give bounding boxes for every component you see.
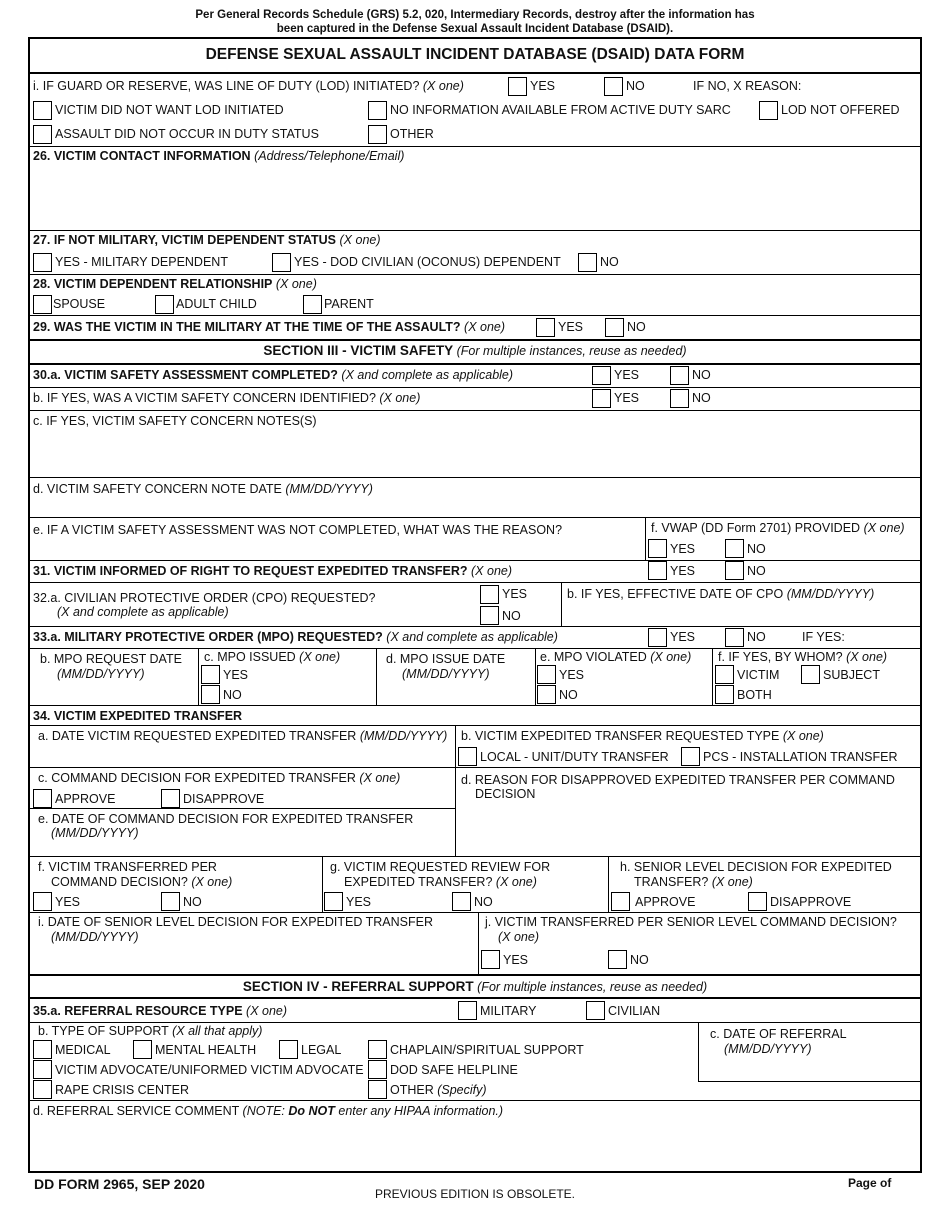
q34c-disapprove-checkbox[interactable] bbox=[161, 789, 180, 808]
obsolete-notice: PREVIOUS EDITION IS OBSOLETE. bbox=[374, 1187, 576, 1201]
q33f-both-checkbox[interactable] bbox=[715, 685, 734, 704]
q28-adult-child-label: ADULT CHILD bbox=[176, 297, 257, 311]
q35a-military-label: MILITARY bbox=[480, 1004, 537, 1018]
q30c-notes-field[interactable] bbox=[30, 429, 920, 477]
q28-adult-child-checkbox[interactable] bbox=[155, 295, 174, 314]
q35b-rape-crisis-checkbox[interactable] bbox=[33, 1080, 52, 1099]
q30b-no-label: NO bbox=[692, 391, 711, 405]
q34j-yes-checkbox[interactable] bbox=[481, 950, 500, 969]
q33a-label: 33.a. MILITARY PROTECTIVE ORDER (MPO) REQUESTED? (X and complete as applicable) bbox=[33, 630, 558, 644]
q34f-label-line1: f. VICTIM TRANSFERRED PER bbox=[38, 860, 217, 874]
q32a-label: 32.a. CIVILIAN PROTECTIVE ORDER (CPO) REQUESTED? bbox=[33, 591, 376, 605]
lod-not-offered-label: LOD NOT OFFERED bbox=[781, 103, 900, 117]
q34c-approve-checkbox[interactable] bbox=[33, 789, 52, 808]
q32a-note: (X and complete as applicable) bbox=[57, 605, 229, 619]
q33f-subject-label: SUBJECT bbox=[823, 668, 880, 682]
retention-notice-line1: Per General Records Schedule (GRS) 5.2, 020, Intermediary Records, destroy after the information has bbox=[195, 9, 755, 21]
q34f-label-line2: COMMAND DECISION? (X one) bbox=[51, 875, 233, 889]
q35a-label: 35.a. REFERRAL RESOURCE TYPE (X one) bbox=[33, 1004, 288, 1018]
q34j-no-checkbox[interactable] bbox=[608, 950, 627, 969]
section3-header: SECTION III - VICTIM SAFETY (For multiple instances, reuse as needed) bbox=[263, 343, 687, 358]
q32a-yes-label: YES bbox=[502, 587, 528, 601]
q35c-note: (MM/DD/YYYY) bbox=[724, 1042, 812, 1056]
section4-header: SECTION IV - REFERRAL SUPPORT (For multiple instances, reuse as needed) bbox=[242, 979, 708, 994]
q35b-medical-label: MEDICAL bbox=[55, 1043, 111, 1057]
lod-not-duty-status-label: ASSAULT DID NOT OCCUR IN DUTY STATUS bbox=[55, 127, 319, 141]
q34b-local-label: LOCAL - UNIT/DUTY TRANSFER bbox=[480, 750, 669, 764]
q31-yes-label: YES bbox=[670, 564, 696, 578]
q34b-pcs-label: PCS - INSTALLATION TRANSFER bbox=[703, 750, 898, 764]
q35b-label: b. TYPE OF SUPPORT (X all that apply) bbox=[38, 1024, 263, 1038]
q33d-note: (MM/DD/YYYY) bbox=[402, 667, 490, 681]
q35a-military-checkbox[interactable] bbox=[458, 1001, 477, 1020]
q33a-if-yes: IF YES: bbox=[802, 630, 845, 644]
q34f-yes-label: YES bbox=[55, 895, 81, 909]
q35b-chaplain-checkbox[interactable] bbox=[368, 1040, 387, 1059]
q34c-label: c. COMMAND DECISION FOR EXPEDITED TRANSFER (X one) bbox=[38, 771, 401, 785]
q30d-date-field[interactable] bbox=[30, 497, 920, 516]
q34a-label: a. DATE VICTIM REQUESTED EXPEDITED TRANSFER (MM/DD/YYYY) bbox=[38, 729, 448, 743]
q27-civilian-dependent-label: YES - DOD CIVILIAN (OCONUS) DEPENDENT bbox=[294, 255, 561, 269]
q30b-yes-label: YES bbox=[614, 391, 640, 405]
q34j-yes-label: YES bbox=[503, 953, 529, 967]
q33b-note: (MM/DD/YYYY) bbox=[57, 667, 145, 681]
dsaid-form bbox=[28, 37, 922, 1173]
q29-yes-label: YES bbox=[558, 320, 584, 334]
q30b-label: b. IF YES, WAS A VICTIM SAFETY CONCERN IDENTIFIED? (X one) bbox=[33, 391, 421, 405]
lod-no-info-label: NO INFORMATION AVAILABLE FROM ACTIVE DUTY SARC bbox=[390, 103, 731, 117]
q34j-no-label: NO bbox=[630, 953, 649, 967]
q26-label: 26. VICTIM CONTACT INFORMATION (Address/Telephone/Email) bbox=[33, 149, 405, 163]
page-number: Page of bbox=[848, 1176, 892, 1190]
q33c-yes-label: YES bbox=[223, 668, 249, 682]
lod-victim-did-not-want-label: VICTIM DID NOT WANT LOD INITIATED bbox=[55, 103, 284, 117]
q35b-mental-health-checkbox[interactable] bbox=[133, 1040, 152, 1059]
lod-question: i. IF GUARD OR RESERVE, WAS LINE OF DUTY (LOD) INITIATED? (X one) bbox=[33, 79, 464, 93]
q30f-yes-label: YES bbox=[670, 542, 696, 556]
q33c-no-label: NO bbox=[223, 688, 242, 702]
q33a-no-label: NO bbox=[747, 630, 766, 644]
lod-reason-label: IF NO, X REASON: bbox=[693, 79, 802, 93]
q34j-label: j. VICTIM TRANSFERRED PER SENIOR LEVEL COMMAND DECISION? bbox=[485, 915, 897, 929]
q34d-label-line2: DECISION bbox=[475, 787, 536, 801]
q30b-no-checkbox[interactable] bbox=[670, 389, 689, 408]
lod-victim-did-not-want-checkbox[interactable] bbox=[33, 101, 52, 120]
lod-yes-checkbox[interactable] bbox=[508, 77, 527, 96]
q35b-legal-checkbox[interactable] bbox=[279, 1040, 298, 1059]
q30f-no-checkbox[interactable] bbox=[725, 539, 744, 558]
q33e-label: e. MPO VIOLATED (X one) bbox=[540, 650, 692, 664]
q30b-yes-checkbox[interactable] bbox=[592, 389, 611, 408]
q32a-no-checkbox[interactable] bbox=[480, 606, 499, 625]
q35b-legal-label: LEGAL bbox=[301, 1043, 342, 1057]
q33f-victim-label: VICTIM bbox=[737, 668, 780, 682]
q35a-civilian-checkbox[interactable] bbox=[586, 1001, 605, 1020]
q31-yes-checkbox[interactable] bbox=[648, 561, 667, 580]
q33d-label: d. MPO ISSUE DATE bbox=[386, 652, 506, 666]
q35b-other-label: OTHER (Specify) bbox=[390, 1083, 487, 1097]
q34c-disapprove-label: DISAPPROVE bbox=[183, 792, 265, 806]
form-id: DD FORM 2965, SEP 2020 bbox=[34, 1176, 205, 1192]
q34j-note: (X one) bbox=[498, 930, 539, 944]
q28-parent-label: PARENT bbox=[324, 297, 374, 311]
q33f-both-label: BOTH bbox=[737, 688, 772, 702]
q27-no-label: NO bbox=[600, 255, 619, 269]
q30a-no-label: NO bbox=[692, 368, 711, 382]
q34d-label-line1: d. REASON FOR DISAPPROVED EXPEDITED TRANSFER PER COMMAND bbox=[461, 773, 895, 787]
q35c-label: c. DATE OF REFERRAL bbox=[710, 1027, 847, 1041]
q34b-pcs-checkbox[interactable] bbox=[681, 747, 700, 766]
q33c-no-checkbox[interactable] bbox=[201, 685, 220, 704]
q35b-dod-helpline-label: DOD SAFE HELPLINE bbox=[390, 1063, 518, 1077]
q30f-label: f. VWAP (DD Form 2701) PROVIDED (X one) bbox=[651, 521, 905, 535]
q28-spouse-checkbox[interactable] bbox=[33, 295, 52, 314]
q27-military-dependent-checkbox[interactable] bbox=[33, 253, 52, 272]
lod-no-checkbox[interactable] bbox=[604, 77, 623, 96]
q29-no-checkbox[interactable] bbox=[605, 318, 624, 337]
q34f-yes-checkbox[interactable] bbox=[33, 892, 52, 911]
q35d-label: d. REFERRAL SERVICE COMMENT (NOTE: Do NOT enter any HIPAA information.) bbox=[33, 1104, 504, 1118]
q34g-yes-checkbox[interactable] bbox=[324, 892, 343, 911]
q33c-label: c. MPO ISSUED (X one) bbox=[204, 650, 341, 664]
q28-parent-checkbox[interactable] bbox=[303, 295, 322, 314]
q34h-disapprove-checkbox[interactable] bbox=[748, 892, 767, 911]
lod-no-info-checkbox[interactable] bbox=[368, 101, 387, 120]
q34h-disapprove-label: DISAPPROVE bbox=[770, 895, 852, 909]
q30d-label: d. VICTIM SAFETY CONCERN NOTE DATE (MM/DD/YYYY) bbox=[33, 482, 373, 496]
q35b-dod-helpline-checkbox[interactable] bbox=[368, 1060, 387, 1079]
q30f-no-label: NO bbox=[747, 542, 766, 556]
q33b-label: b. MPO REQUEST DATE bbox=[40, 652, 182, 666]
q31-no-label: NO bbox=[747, 564, 766, 578]
q33a-no-checkbox[interactable] bbox=[725, 628, 744, 647]
retention-notice-line2: been captured in the Defense Sexual Assault Incident Database (DSAID). bbox=[276, 23, 674, 35]
q35a-civilian-label: CIVILIAN bbox=[608, 1004, 661, 1018]
q28-label: 28. VICTIM DEPENDENT RELATIONSHIP (X one) bbox=[33, 277, 317, 291]
q30f-yes-checkbox[interactable] bbox=[648, 539, 667, 558]
q34c-approve-label: APPROVE bbox=[55, 792, 116, 806]
q29-no-label: NO bbox=[627, 320, 646, 334]
q33c-yes-checkbox[interactable] bbox=[201, 665, 220, 684]
q27-military-dependent-label: YES - MILITARY DEPENDENT bbox=[55, 255, 228, 269]
q28-spouse-label: SPOUSE bbox=[53, 297, 106, 311]
q31-no-checkbox[interactable] bbox=[725, 561, 744, 580]
q27-label: 27. IF NOT MILITARY, VICTIM DEPENDENT STATUS (X one) bbox=[33, 233, 381, 247]
q30c-label: c. IF YES, VICTIM SAFETY CONCERN NOTES(S) bbox=[33, 414, 317, 428]
q34-label: 34. VICTIM EXPEDITED TRANSFER bbox=[33, 709, 243, 723]
q35b-medical-checkbox[interactable] bbox=[33, 1040, 52, 1059]
q34e-label: e. DATE OF COMMAND DECISION FOR EXPEDITED TRANSFER bbox=[38, 812, 414, 826]
q35b-victim-advocate-checkbox[interactable] bbox=[33, 1060, 52, 1079]
q32a-yes-checkbox[interactable] bbox=[480, 585, 499, 604]
retention-notice bbox=[0, 8, 950, 36]
q34f-no-label: NO bbox=[183, 895, 202, 909]
q33f-label: f. IF YES, BY WHOM? (X one) bbox=[718, 650, 888, 664]
q30a-yes-checkbox[interactable] bbox=[592, 366, 611, 385]
q34h-approve-label: APPROVE bbox=[635, 895, 696, 909]
q35d-comment-field[interactable] bbox=[30, 1120, 920, 1171]
q34i-label: i. DATE OF SENIOR LEVEL DECISION FOR EXPEDITED TRANSFER bbox=[38, 915, 433, 929]
lod-other-checkbox[interactable] bbox=[368, 125, 387, 144]
q35b-chaplain-label: CHAPLAIN/SPIRITUAL SUPPORT bbox=[390, 1043, 584, 1057]
q35b-other-checkbox[interactable] bbox=[368, 1080, 387, 1099]
q30e-label: e. IF A VICTIM SAFETY ASSESSMENT WAS NOT COMPLETED, WHAT WAS THE REASON? bbox=[33, 523, 563, 537]
lod-yes-label: YES bbox=[530, 79, 556, 93]
q30a-no-checkbox[interactable] bbox=[670, 366, 689, 385]
q34g-no-checkbox[interactable] bbox=[452, 892, 471, 911]
q34h-label-line1: h. SENIOR LEVEL DECISION FOR EXPEDITED bbox=[620, 860, 892, 874]
q33a-yes-label: YES bbox=[670, 630, 696, 644]
lod-no-label: NO bbox=[626, 79, 645, 93]
q34g-label-line2: EXPEDITED TRANSFER? (X one) bbox=[344, 875, 537, 889]
q34h-label-line2: TRANSFER? (X one) bbox=[634, 875, 753, 889]
q30a-label: 30.a. VICTIM SAFETY ASSESSMENT COMPLETED? (X and complete as applicable) bbox=[33, 368, 514, 382]
q30a-yes-label: YES bbox=[614, 368, 640, 382]
q34g-label-line1: g. VICTIM REQUESTED REVIEW FOR bbox=[330, 860, 551, 874]
q26-contact-field[interactable] bbox=[30, 165, 920, 229]
lod-not-duty-status-checkbox[interactable] bbox=[33, 125, 52, 144]
q34g-yes-label: YES bbox=[346, 895, 372, 909]
q27-no-checkbox[interactable] bbox=[578, 253, 597, 272]
q34b-local-checkbox[interactable] bbox=[458, 747, 477, 766]
q34g-no-label: NO bbox=[474, 895, 493, 909]
q34b-label: b. VICTIM EXPEDITED TRANSFER REQUESTED TYPE (X one) bbox=[461, 729, 824, 743]
q35b-mental-health-label: MENTAL HEALTH bbox=[155, 1043, 257, 1057]
q33e-no-checkbox[interactable] bbox=[537, 685, 556, 704]
q34h-approve-checkbox[interactable] bbox=[611, 892, 630, 911]
lod-other-label: OTHER bbox=[390, 127, 434, 141]
q27-civilian-dependent-checkbox[interactable] bbox=[272, 253, 291, 272]
q29-yes-checkbox[interactable] bbox=[536, 318, 555, 337]
q35b-victim-advocate-label: VICTIM ADVOCATE/UNIFORMED VICTIM ADVOCATE bbox=[55, 1063, 364, 1077]
q34i-note: (MM/DD/YYYY) bbox=[51, 930, 139, 944]
q34f-no-checkbox[interactable] bbox=[161, 892, 180, 911]
form-title: DEFENSE SEXUAL ASSAULT INCIDENT DATABASE (DSAID) DATA FORM bbox=[205, 46, 745, 63]
q33e-yes-checkbox[interactable] bbox=[537, 665, 556, 684]
q32b-label: b. IF YES, EFFECTIVE DATE OF CPO (MM/DD/YYYY) bbox=[567, 587, 875, 601]
q33f-victim-checkbox[interactable] bbox=[715, 665, 734, 684]
q33e-yes-label: YES bbox=[559, 668, 585, 682]
q31-label: 31. VICTIM INFORMED OF RIGHT TO REQUEST EXPEDITED TRANSFER? (X one) bbox=[33, 564, 513, 578]
q33e-no-label: NO bbox=[559, 688, 578, 702]
lod-not-offered-checkbox[interactable] bbox=[759, 101, 778, 120]
q33f-subject-checkbox[interactable] bbox=[801, 665, 820, 684]
q35b-rape-crisis-label: RAPE CRISIS CENTER bbox=[55, 1083, 190, 1097]
q34e-note: (MM/DD/YYYY) bbox=[51, 826, 139, 840]
q29-label: 29. WAS THE VICTIM IN THE MILITARY AT THE TIME OF THE ASSAULT? (X one) bbox=[33, 320, 506, 334]
q33a-yes-checkbox[interactable] bbox=[648, 628, 667, 647]
q32a-no-label: NO bbox=[502, 609, 521, 623]
